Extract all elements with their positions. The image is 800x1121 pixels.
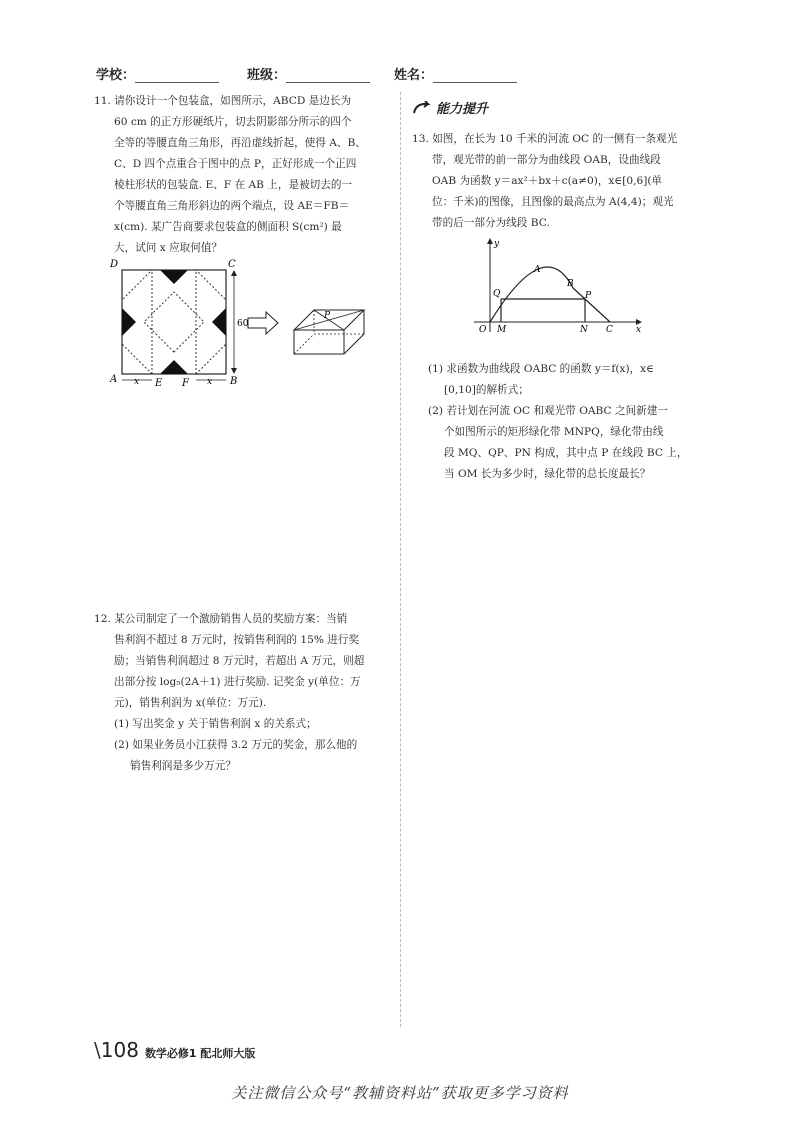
- p13-question-2-cont: 当 OM 长为多少时，绿化带的总长度最长？: [444, 468, 651, 480]
- p12-question-1: (1) 写出奖金 y 关于销售利润 x 的关系式；: [114, 718, 317, 730]
- label-D: D: [110, 259, 119, 270]
- p12-line: 售利润不超过 8 万元时，按销售利润的 15% 进行奖: [114, 634, 360, 646]
- label-A: A: [534, 265, 541, 275]
- name-blank[interactable]: [433, 68, 517, 83]
- p13-line: 13. 如图，在长为 10 千米的河流 OC 的一侧有一条观光: [412, 133, 678, 145]
- p13-line: OAB 为函数 y＝ax²＋bx＋c(a≠0)，x∈[0,6](单: [432, 175, 663, 187]
- label-F: F: [182, 378, 189, 389]
- p12-line: 出部分按 log₅(2A＋1) 进行奖励. 记奖金 y(单位：万: [114, 676, 361, 688]
- page-number: 108: [100, 1038, 139, 1062]
- p12-line: 元)，销售利润为 x(单位：万元).: [114, 697, 267, 709]
- label-M: M: [497, 325, 507, 335]
- school-label: 学校：: [96, 68, 136, 83]
- page-footer: [94, 1038, 255, 1062]
- page-slash-icon: \: [94, 1038, 101, 1062]
- p12-line: 励；当销售利润超过 8 万元时，若超出 A 万元，则超: [114, 655, 365, 667]
- label-O: O: [479, 325, 487, 335]
- p11-line: 60 cm 的正方形硬纸片，切去阴影部分所示的四个: [114, 116, 352, 128]
- fold-lines: [122, 270, 226, 374]
- p11-line: 棱柱形状的包装盒. E、F 在 AB 上，是被切去的一: [114, 179, 353, 191]
- label-Q: Q: [493, 289, 501, 299]
- p11-line: 大，试问 x 应取何值？: [114, 242, 223, 254]
- label-x-right: x: [207, 377, 213, 387]
- p12-question-2: (2) 如果业务员小江获得 3.2 万元的奖金，那么他的: [114, 739, 358, 751]
- p13-line: 带，观光带的前一部分为曲线段 OAB，设曲线段: [432, 154, 661, 166]
- p11-line: C、D 四个点重合于图中的点 P，正好形成一个正四: [114, 158, 357, 170]
- axis-x-label: x: [636, 325, 642, 335]
- river-graph-figure: [472, 236, 652, 336]
- label-B: B: [230, 376, 238, 387]
- segment-BC: [573, 288, 610, 322]
- p11-line: 11. 请你设计一个包装盒，如图所示，ABCD 是边长为: [94, 95, 352, 107]
- parabola-OAB: [490, 267, 573, 322]
- label-side-length: 60: [237, 319, 249, 329]
- problem-12: [94, 609, 394, 777]
- p11-line: x(cm). 某广告商要求包装盒的侧面积 S(cm²) 最: [114, 221, 342, 233]
- p11-line: 全等的等腰直角三角形，再沿虚线折起，使得 A、B、: [114, 137, 366, 149]
- class-field: [247, 64, 370, 83]
- label-B: B: [567, 279, 574, 289]
- label-x-left: x: [134, 377, 140, 387]
- label-C: C: [606, 325, 613, 335]
- book-title: 数学必修1 配北师大版: [144, 1047, 256, 1060]
- p13-question-2-cont: 段 MQ、QP、PN 构成，其中点 P 在线段 BC 上，: [444, 447, 688, 459]
- bottom-note: 关注微信公众号“教辅资料站”获取更多学习资料: [231, 1084, 569, 1102]
- p11-line: 个等腰直角三角形斜边的两个端点，设 AE＝FB＝: [114, 200, 350, 212]
- packaging-box-figure: [108, 256, 380, 392]
- label-N: N: [580, 325, 588, 335]
- p13-question-2: (2) 若计划在河流 OC 和观光带 OABC 之间新建一: [428, 405, 668, 417]
- problem-13: [412, 129, 712, 234]
- p13-question-1: (1) 求函数为曲线段 OABC 的函数 y＝f(x)，x∈: [428, 363, 654, 375]
- class-label: 班级：: [247, 68, 287, 83]
- cut-triangle-top: [160, 270, 188, 284]
- school-blank[interactable]: [135, 68, 219, 83]
- name-label: 姓名：: [394, 68, 434, 83]
- square-sheet: [122, 270, 226, 374]
- label-A: A: [110, 374, 118, 385]
- label-P: P: [585, 291, 592, 301]
- label-C: C: [228, 259, 236, 270]
- column-divider: [400, 92, 401, 1027]
- transform-arrow-icon: [248, 312, 278, 334]
- p13-line: 位：千米)的图像，且图像的最高点为 A(4,4)；观光: [432, 196, 674, 208]
- p13-question-2-cont: 个如图所示的矩形绿化带 MNPQ，绿化带由线: [444, 426, 664, 438]
- p13-question-1-cont: [0,10]的解析式；: [444, 384, 529, 396]
- section-title-text: 能力提升: [436, 102, 489, 117]
- axis-y-label: y: [494, 239, 500, 249]
- class-blank[interactable]: [286, 68, 370, 83]
- name-field: [394, 64, 517, 83]
- problem-11: [94, 91, 394, 259]
- p13-line: 带的后一部分为线段 BC.: [432, 217, 550, 229]
- label-E: E: [155, 378, 163, 389]
- cut-triangle-right: [212, 308, 226, 336]
- p12-question-2-cont: 销售利润是多少万元？: [130, 760, 236, 772]
- section-title: [412, 98, 488, 117]
- p12-line: 12. 某公司制定了一个激励销售人员的奖励方案：当销: [94, 613, 348, 625]
- school-field: [96, 64, 219, 83]
- cut-triangle-bottom: [160, 360, 188, 374]
- label-P: P: [324, 311, 331, 321]
- problem-13-questions: [428, 359, 718, 485]
- cut-triangle-left: [122, 308, 136, 336]
- section-swoosh-icon: [412, 101, 432, 115]
